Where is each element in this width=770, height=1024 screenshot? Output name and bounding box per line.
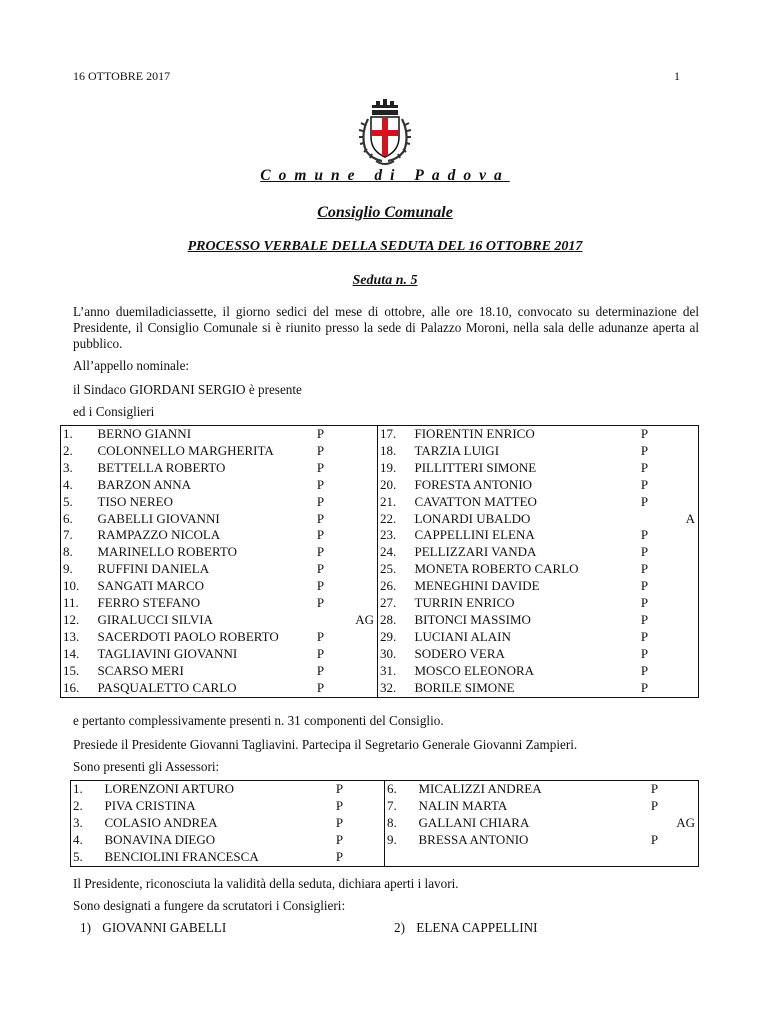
member-number: 5.	[73, 848, 83, 864]
member-name	[419, 849, 641, 866]
member-name: TURRIN ENRICO	[414, 595, 515, 611]
table-row	[61, 629, 699, 646]
table-row	[71, 781, 699, 798]
member-name: COLASIO ANDREA	[104, 814, 218, 830]
presence-mark: P	[316, 426, 325, 441]
member-number: 31.	[378, 663, 415, 680]
member-number: 7.	[385, 798, 419, 815]
absence-mark	[355, 832, 385, 849]
presence-mark	[631, 511, 659, 528]
presence-mark: P	[640, 645, 649, 661]
member-number: 25.	[378, 561, 415, 578]
member-name: SANGATI MARCO	[97, 578, 205, 594]
member-number: 15.	[63, 662, 80, 678]
minutes-title: PROCESSO VERBALE DELLA SEDUTA DEL 16 OTTOBRE 2017	[187, 239, 583, 254]
absence-mark	[355, 798, 385, 815]
member-number: 19.	[378, 460, 415, 477]
table-row	[61, 612, 699, 629]
member-number: 2.	[63, 442, 73, 458]
table-row	[61, 544, 699, 561]
member-name: GIRALUCCI SILVIA	[97, 611, 213, 627]
table-row	[61, 561, 699, 578]
presence-mark: P	[335, 848, 344, 864]
member-name: CAVATTON MATTEO	[414, 493, 537, 509]
councillors-table	[60, 425, 699, 698]
absence-mark	[659, 561, 699, 578]
absence-mark	[335, 595, 378, 612]
presence-mark: P	[640, 493, 649, 509]
member-number	[385, 849, 419, 866]
presence-mark: P	[316, 679, 325, 695]
absence-mark	[659, 477, 699, 494]
absence-mark	[355, 849, 385, 866]
mayor-text: il Sindaco GIORDANI SERGIO è presente	[73, 382, 302, 397]
teller-number: 2)	[394, 920, 405, 935]
member-name: LUCIANI ALAIN	[414, 628, 511, 644]
member-number: 9.	[63, 561, 73, 577]
presence-mark: P	[640, 662, 649, 678]
table-row	[61, 494, 699, 511]
member-name: LORENZONI ARTURO	[104, 781, 235, 796]
presence-mark: P	[316, 544, 325, 560]
member-number: 30.	[378, 646, 415, 663]
member-name: BERNO GIANNI	[97, 426, 192, 441]
table-row	[71, 849, 699, 866]
council-title: Consiglio Comunale	[317, 204, 453, 221]
member-number: 14.	[63, 645, 80, 661]
absence-mark	[335, 680, 378, 697]
absence-mark	[335, 544, 378, 561]
member-number: 8.	[63, 544, 73, 560]
table-row	[61, 460, 699, 477]
presence-mark: P	[335, 831, 344, 847]
absence-mark	[659, 629, 699, 646]
presence-mark: P	[316, 442, 325, 458]
presence-mark: P	[640, 611, 649, 627]
tellers-intro: Sono designati a fungere da scrutatori i Consiglieri:	[73, 898, 346, 913]
absence-mark	[659, 443, 699, 460]
member-name: RUFFINI DANIELA	[97, 561, 210, 577]
presence-mark: P	[640, 426, 649, 441]
member-name: RAMPAZZO NICOLA	[97, 527, 221, 543]
table-row	[61, 663, 699, 680]
absence-mark: AG	[676, 814, 695, 830]
intro-paragraph: L’anno duemiladiciassette, il giorno sedici del mese di ottobre, alle ore 18.10, convocato su determinazione del Presidente, il Consiglio Comunale si è riunito presso la sede di Palazzo Moroni, nella sala delle adunanze aperta al pubblico.	[73, 304, 699, 351]
absence-mark	[669, 781, 699, 798]
header-date: 16 OTTOBRE 2017	[73, 69, 171, 83]
absence-mark	[335, 578, 378, 595]
presence-mark: P	[640, 595, 649, 611]
member-number: 28.	[378, 612, 415, 629]
member-name: BRESSA ANTONIO	[418, 831, 529, 847]
member-name: PIVA CRISTINA	[104, 797, 196, 813]
city-title: Comune di Padova	[260, 167, 510, 184]
member-number: 20.	[378, 477, 415, 494]
absence-mark	[659, 426, 699, 443]
presence-mark	[641, 815, 669, 832]
member-number: 27.	[378, 595, 415, 612]
table-row	[61, 477, 699, 494]
member-number: 4.	[73, 831, 83, 847]
presence-mark: P	[316, 561, 325, 577]
validity-text: Il Presidente, riconosciuta la validità della seduta, dichiara aperti i lavori.	[73, 876, 459, 891]
member-number: 29.	[378, 629, 415, 646]
absence-mark	[669, 849, 699, 866]
member-name: PASQUALETTO CARLO	[97, 679, 237, 695]
presence-mark: P	[640, 578, 649, 594]
absence-mark	[659, 612, 699, 629]
absence-mark	[335, 511, 378, 528]
page-number: 1	[674, 69, 680, 83]
member-name: MICALIZZI ANDREA	[418, 781, 542, 796]
table-row	[61, 680, 699, 697]
member-number: 24.	[378, 544, 415, 561]
member-number: 32.	[378, 680, 415, 697]
presence-mark: P	[640, 459, 649, 475]
presence-mark: P	[640, 679, 649, 695]
absence-mark	[659, 494, 699, 511]
member-number: 6.	[63, 510, 73, 526]
absence-mark: AG	[355, 611, 374, 627]
assessori-intro: Sono presenti gli Assessori:	[73, 759, 220, 774]
member-name: FORESTA ANTONIO	[414, 476, 533, 492]
teller-name: ELENA CAPPELLINI	[416, 920, 538, 935]
absence-mark: A	[685, 510, 695, 526]
member-name: LONARDI UBALDO	[414, 510, 531, 526]
member-name: COLONNELLO MARGHERITA	[97, 442, 274, 458]
table-row	[61, 646, 699, 663]
presence-mark	[307, 612, 335, 629]
member-number: 22.	[378, 511, 415, 528]
member-number: 3.	[73, 814, 83, 830]
member-number: 18.	[378, 443, 415, 460]
member-name: MARINELLO ROBERTO	[97, 544, 237, 560]
session-title: Seduta n. 5	[352, 273, 418, 288]
absence-mark	[669, 798, 699, 815]
member-name: BITONCI MASSIMO	[414, 611, 531, 627]
coat-of-arms-icon	[356, 97, 414, 167]
presence-mark: P	[650, 781, 659, 796]
presence-mark: P	[335, 814, 344, 830]
member-name: BETTELLA ROBERTO	[97, 459, 226, 475]
member-name: FERRO STEFANO	[97, 595, 201, 611]
absence-mark	[335, 527, 378, 544]
member-number: 9.	[385, 832, 419, 849]
absence-mark	[659, 527, 699, 544]
member-number: 7.	[63, 527, 73, 543]
member-number: 6.	[385, 781, 419, 798]
teller-item	[394, 920, 538, 936]
presence-mark: P	[316, 628, 325, 644]
presence-mark: P	[316, 578, 325, 594]
presence-mark: P	[650, 831, 659, 847]
member-number: 1.	[73, 781, 83, 796]
member-number: 2.	[73, 797, 83, 813]
teller-number: 1)	[80, 920, 91, 935]
absence-mark	[335, 426, 378, 443]
presence-mark: P	[316, 493, 325, 509]
member-name: NALIN MARTA	[418, 797, 508, 813]
table-row	[61, 595, 699, 612]
presence-mark: P	[640, 561, 649, 577]
member-number: 12.	[63, 611, 80, 627]
member-number: 10.	[63, 578, 80, 594]
member-number: 4.	[63, 476, 73, 492]
member-number: 8.	[385, 815, 419, 832]
member-name: PELLIZZARI VANDA	[414, 544, 537, 560]
assessori-table	[70, 780, 699, 867]
presence-mark: P	[316, 527, 325, 543]
presence-mark	[641, 849, 669, 866]
member-name: MENEGHINI DAVIDE	[414, 578, 540, 594]
teller-item	[80, 920, 226, 936]
member-name: TAGLIAVINI GIOVANNI	[97, 645, 238, 661]
absence-mark	[335, 663, 378, 680]
member-name: BONAVINA DIEGO	[104, 831, 216, 847]
present-total-text: e pertanto complessivamente presenti n. 31 componenti del Consiglio.	[73, 713, 444, 728]
presence-mark: P	[316, 645, 325, 661]
absence-mark	[659, 646, 699, 663]
member-number: 21.	[378, 494, 415, 511]
presidency-text: Presiede il Presidente Giovanni Tagliavini. Partecipa il Segretario Generale Giovanni Zampieri.	[73, 737, 578, 752]
absence-mark	[335, 460, 378, 477]
member-name: BARZON ANNA	[97, 476, 192, 492]
roll-call-text: All’appello nominale:	[73, 358, 190, 373]
presence-mark: P	[640, 628, 649, 644]
member-number: 16.	[63, 679, 80, 695]
member-number: 23.	[378, 527, 415, 544]
absence-mark	[659, 680, 699, 697]
table-row	[61, 426, 699, 443]
table-row	[71, 798, 699, 815]
member-name: PILLITTERI SIMONE	[414, 459, 537, 475]
absence-mark	[659, 460, 699, 477]
presence-mark: P	[640, 476, 649, 492]
absence-mark	[335, 646, 378, 663]
absence-mark	[335, 629, 378, 646]
absence-mark	[335, 494, 378, 511]
table-row	[71, 832, 699, 849]
table-row	[71, 815, 699, 832]
presence-mark: P	[640, 527, 649, 543]
member-name: BORILE SIMONE	[414, 679, 515, 695]
member-name: SODERO VERA	[414, 645, 505, 661]
member-number: 11.	[63, 595, 79, 611]
presence-mark: P	[316, 459, 325, 475]
absence-mark	[335, 561, 378, 578]
member-number: 26.	[378, 578, 415, 595]
member-name: GABELLI GIOVANNI	[97, 510, 220, 526]
absence-mark	[659, 544, 699, 561]
table-row	[61, 527, 699, 544]
member-number: 5.	[63, 493, 73, 509]
member-number: 1.	[63, 426, 73, 441]
member-number: 13.	[63, 628, 80, 644]
absence-mark	[335, 443, 378, 460]
presence-mark: P	[316, 595, 325, 611]
presence-mark: P	[640, 442, 649, 458]
presence-mark: P	[335, 797, 344, 813]
member-number: 3.	[63, 459, 73, 475]
member-name: BENCIOLINI FRANCESCA	[104, 848, 259, 864]
absence-mark	[659, 595, 699, 612]
absence-mark	[669, 832, 699, 849]
member-name: MOSCO ELEONORA	[414, 662, 535, 678]
absence-mark	[355, 781, 385, 798]
table-row	[61, 578, 699, 595]
presence-mark: P	[316, 662, 325, 678]
teller-name: GIOVANNI GABELLI	[102, 920, 227, 935]
member-name: SACERDOTI PAOLO ROBERTO	[97, 628, 279, 644]
member-name: GALLANI CHIARA	[418, 814, 530, 830]
presence-mark: P	[640, 544, 649, 560]
absence-mark	[659, 578, 699, 595]
member-number: 17.	[378, 426, 415, 443]
member-name: TISO NEREO	[97, 493, 173, 509]
member-name: CAPPELLINI ELENA	[414, 527, 535, 543]
absence-mark	[659, 663, 699, 680]
presence-mark: P	[316, 476, 325, 492]
presence-mark: P	[335, 781, 344, 796]
member-name: TARZIA LUIGI	[414, 442, 500, 458]
member-name: FIORENTIN ENRICO	[414, 426, 535, 441]
table-row	[61, 511, 699, 528]
member-name: SCARSO MERI	[97, 662, 184, 678]
presence-mark: P	[650, 797, 659, 813]
councillors-intro: ed i Consiglieri	[73, 404, 155, 419]
table-row	[61, 443, 699, 460]
absence-mark	[335, 477, 378, 494]
presence-mark: P	[316, 510, 325, 526]
absence-mark	[355, 815, 385, 832]
member-name: MONETA ROBERTO CARLO	[414, 561, 579, 577]
